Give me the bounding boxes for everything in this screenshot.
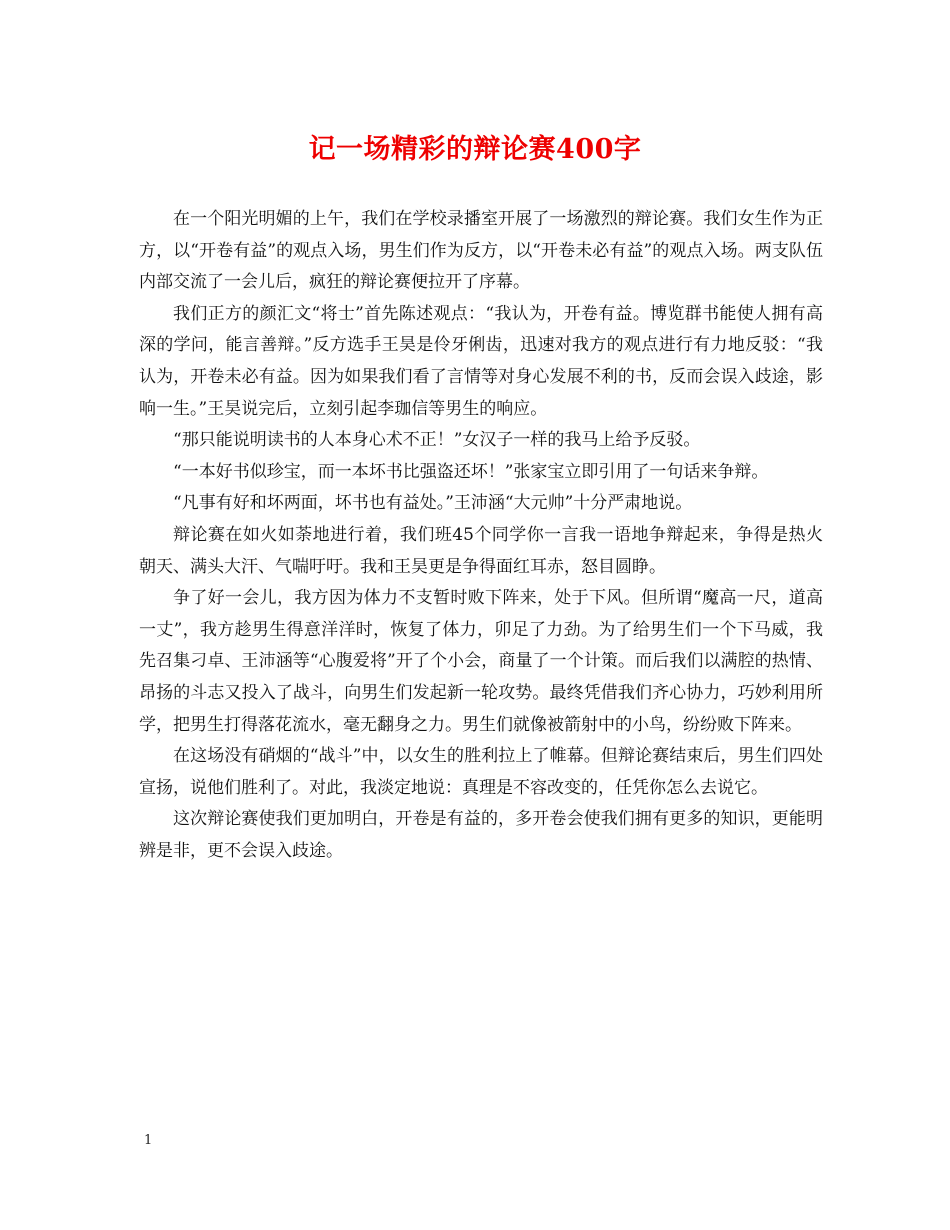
paragraph: 在这场没有硝烟的“战斗”中，以女生的胜利拉上了帷幕。但辩论赛结束后，男生们四处宣扬，说他们胜利了。对此，我淡定地说：真理是不容改变的，任凭你怎么去说它。 [139, 746, 823, 798]
paragraph: “一本好书似珍宝，而一本坏书比强盗还坏！”张家宝立即引用了一句话来争辩。 [173, 461, 769, 482]
paragraph: 在一个阳光明媚的上午，我们在学校录播室开展了一场激烈的辩论赛。我们女生作为正方，以“开卷有益”的观点入场，男生们作为反方，以“开卷未必有益”的观点入场。两支队伍内部交流了一会儿后，疯狂的辩论赛便拉开了序幕。 [139, 209, 823, 293]
document-title: 记一场精彩的辩论赛400字 [308, 134, 642, 165]
paragraph: “那只能说明读书的人本身心术不正！”女汉子一样的我马上给予反驳。 [173, 430, 701, 451]
page-number: 1 [144, 1133, 153, 1148]
paragraph: 这次辩论赛使我们更加明白，开卷是有益的，多开卷会使我们拥有更多的知识，更能明辨是非，更不会误入歧途。 [139, 809, 823, 861]
paragraph: 争了好一会儿，我方因为体力不支暂时败下阵来，处于下风。但所谓“魔高一尺，道高一丈”，我方趁男生得意洋洋时，恢复了体力，卯足了力劲。为了给男生们一个下马威，我先召集刁卓、王沛涵等“心腹爱将”开了个小会，商量了一个计策。而后我们以满腔的热情、昂扬的斗志又投入了战斗，向男生们发起新一轮攻势。最终凭借我们齐心协力，巧妙利用所学，把男生打得落花流水，毫无翻身之力。男生们就像被箭射中的小鸟，纷纷败下阵来。 [139, 588, 823, 735]
paragraph: “凡事有好和坏两面，坏书也有益处。”王沛涵“大元帅”十分严肃地说。 [173, 493, 693, 514]
paragraph: 我们正方的颜汇文“将士”首先陈述观点：“我认为，开卷有益。博览群书能使人拥有高深的学问，能言善辩。”反方选手王昊是伶牙俐齿，迅速对我方的观点进行有力地反驳：“我认为，开卷未必有益。因为如果我们看了言情等对身心发展不利的书，反而会误入歧途，影响一生。”王昊说完后，立刻引起李珈信等男生的响应。 [139, 303, 823, 419]
paragraph: 辩论赛在如火如荼地进行着，我们班45个同学你一言我一语地争辩起来，争得是热火朝天、满头大汗、气喘吁吁。我和王昊更是争得面红耳赤，怒目圆睁。 [139, 524, 823, 577]
document-body [139, 204, 823, 867]
